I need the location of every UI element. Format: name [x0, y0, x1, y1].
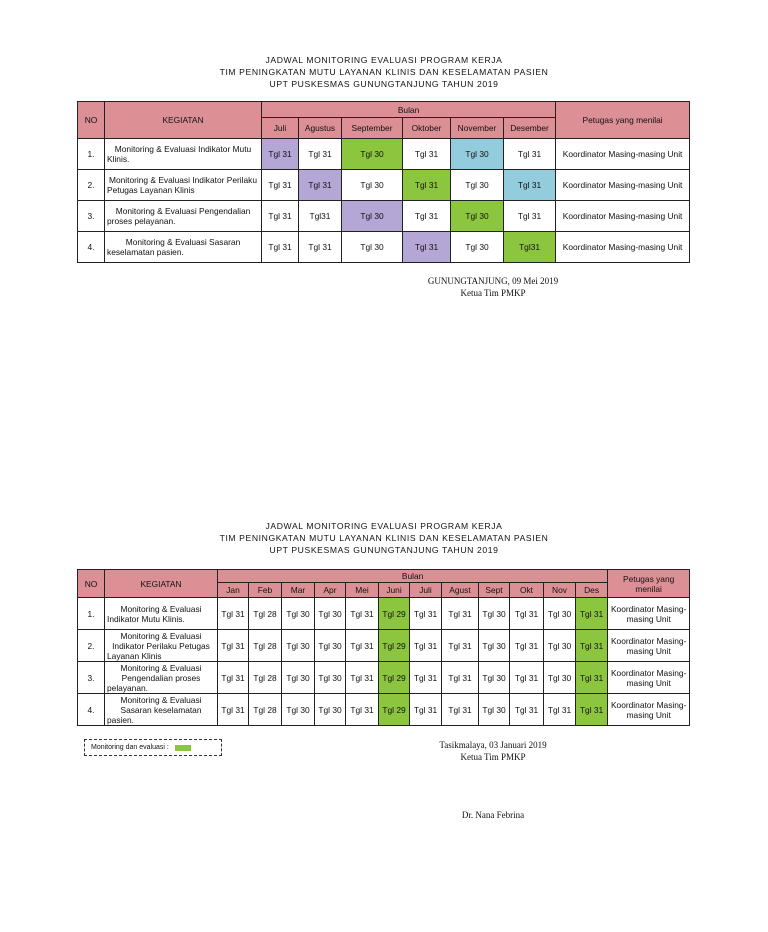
activity-cell: Monitoring & Evaluasi Indikator Mutu Klinis. [105, 139, 262, 170]
schedule-cell: Tgl 30 [282, 630, 315, 662]
schedule-cell: Tgl 28 [249, 598, 282, 630]
schedule-cell: Tgl 30 [315, 598, 346, 630]
month-header: Sept [479, 583, 510, 598]
schedule-cell: Tgl 31 [510, 598, 544, 630]
doc1-schedule-table [77, 101, 690, 263]
doc2-signature-name: Dr. Nana Febrina [461, 810, 525, 820]
header-row [78, 570, 690, 583]
schedule-cell: Tgl 31 [299, 232, 342, 263]
schedule-cell: Tgl 31 [510, 694, 544, 726]
schedule-cell: Tgl 30 [479, 694, 510, 726]
month-header: Agust [442, 583, 479, 598]
schedule-cell: Tgl 31 [218, 662, 249, 694]
table-row [78, 232, 690, 263]
schedule-cell: Tgl 31 [218, 694, 249, 726]
schedule-cell: Tgl 31 [442, 694, 479, 726]
schedule-cell: Tgl 31 [262, 170, 299, 201]
schedule-cell: Tgl 31 [510, 630, 544, 662]
schedule-cell: Tgl 31 [410, 694, 442, 726]
schedule-cell: Tgl 31 [442, 598, 479, 630]
table-row [78, 662, 690, 694]
schedule-cell: Tgl 31 [403, 139, 451, 170]
schedule-cell: Tgl 31 [262, 139, 299, 170]
schedule-cell: Tgl 30 [342, 139, 403, 170]
month-header: Jan [218, 583, 249, 598]
doc1-title-2: TIM PENINGKATAN MUTU LAYANAN KLINIS DAN KESELAMATAN PASIEN [219, 67, 549, 77]
schedule-cell: Tgl 29 [379, 598, 410, 630]
table-row [78, 630, 690, 662]
schedule-cell: Tgl 31 [299, 139, 342, 170]
doc2-schedule-table [77, 569, 690, 726]
row-number: 1. [78, 598, 105, 630]
activity-cell: Monitoring & Evaluasi Pengendalian proses pelayanan. [105, 662, 218, 694]
legend-green-swatch [175, 745, 191, 751]
schedule-cell: Tgl 31 [262, 201, 299, 232]
schedule-cell: Tgl 31 [510, 662, 544, 694]
schedule-cell: Tgl 31 [544, 694, 576, 726]
header-bulan: Bulan [262, 102, 556, 118]
assessor-cell: Koordinator Masing-masing Unit [608, 694, 690, 726]
schedule-cell: Tgl 31 [346, 694, 379, 726]
schedule-cell: Tgl 31 [576, 598, 608, 630]
assessor-cell: Koordinator Masing-masing Unit [608, 598, 690, 630]
activity-cell: Monitoring & Evaluasi Indikator Mutu Klinis. [105, 598, 218, 630]
table-row [78, 139, 690, 170]
schedule-cell: Tgl 30 [544, 630, 576, 662]
header-petugas: Petugas yang menilai [608, 570, 690, 598]
assessor-cell: Koordinator Masing-masing Unit [556, 139, 690, 170]
schedule-cell: Tgl 31 [504, 139, 556, 170]
schedule-cell: Tgl 31 [346, 662, 379, 694]
schedule-cell: Tgl 31 [442, 662, 479, 694]
table-row [78, 170, 690, 201]
schedule-cell: Tgl 30 [451, 201, 504, 232]
schedule-cell: Tgl 30 [342, 201, 403, 232]
schedule-cell: Tgl 31 [218, 598, 249, 630]
month-header: Okt [510, 583, 544, 598]
activity-cell: Monitoring & Evaluasi Indikator Perilaku Petugas Layanan Klinis [105, 630, 218, 662]
header-kegiatan: KEGIATAN [105, 570, 218, 598]
doc1-signature-place-date: GUNUNGTANJUNG, 09 Mei 2019 [427, 276, 559, 286]
row-number: 2. [78, 170, 105, 201]
schedule-cell: Tgl 29 [379, 662, 410, 694]
assessor-cell: Koordinator Masing-masing Unit [556, 170, 690, 201]
month-header: September [342, 118, 403, 139]
schedule-cell: Tgl 31 [410, 630, 442, 662]
month-header: Juli [410, 583, 442, 598]
row-number: 3. [78, 201, 105, 232]
month-header: Mei [346, 583, 379, 598]
schedule-cell: Tgl 31 [504, 201, 556, 232]
schedule-cell: Tgl 31 [504, 170, 556, 201]
schedule-cell: Tgl 31 [576, 694, 608, 726]
schedule-cell: Tgl 30 [544, 662, 576, 694]
month-header: Nov [544, 583, 576, 598]
schedule-cell: Tgl 30 [282, 662, 315, 694]
activity-cell: Monitoring & Evaluasi Sasaran keselamatan pasien. [105, 232, 262, 263]
assessor-cell: Koordinator Masing-masing Unit [608, 630, 690, 662]
schedule-cell: Tgl 31 [576, 662, 608, 694]
schedule-cell: Tgl 30 [315, 630, 346, 662]
header-kegiatan: KEGIATAN [105, 102, 262, 139]
schedule-cell: Tgl 31 [218, 630, 249, 662]
month-header: Juni [379, 583, 410, 598]
schedule-cell: Tgl 30 [479, 598, 510, 630]
month-header: Des [576, 583, 608, 598]
schedule-cell: Tgl 31 [346, 630, 379, 662]
row-number: 4. [78, 232, 105, 263]
assessor-cell: Koordinator Masing-masing Unit [608, 662, 690, 694]
schedule-cell: Tgl 30 [479, 630, 510, 662]
doc1-title-3: UPT PUSKESMAS GUNUNGTANJUNG TAHUN 2019 [269, 79, 499, 89]
month-header: Oktober [403, 118, 451, 139]
schedule-cell: Tgl 30 [315, 662, 346, 694]
schedule-cell: Tgl 31 [410, 598, 442, 630]
header-row [78, 102, 690, 118]
schedule-cell: Tgl 31 [262, 232, 299, 263]
schedule-cell: Tgl 30 [282, 694, 315, 726]
row-number: 4. [78, 694, 105, 726]
schedule-cell: Tgl 30 [451, 170, 504, 201]
schedule-cell: Tgl 28 [249, 694, 282, 726]
schedule-cell: Tgl 28 [249, 630, 282, 662]
doc2-title-3: UPT PUSKESMAS GUNUNGTANJUNG TAHUN 2019 [269, 545, 499, 555]
table-row [78, 598, 690, 630]
doc2-signature-role: Ketua Tim PMKP [460, 752, 526, 762]
schedule-cell: Tgl31 [299, 201, 342, 232]
assessor-cell: Koordinator Masing-masing Unit [556, 232, 690, 263]
month-header: Desember [504, 118, 556, 139]
schedule-cell: Tgl 30 [451, 232, 504, 263]
schedule-cell: Tgl 31 [403, 170, 451, 201]
schedule-cell: Tgl 29 [379, 694, 410, 726]
schedule-cell: Tgl 29 [379, 630, 410, 662]
schedule-cell: Tgl 31 [346, 598, 379, 630]
month-header: November [451, 118, 504, 139]
assessor-cell: Koordinator Masing-masing Unit [556, 201, 690, 232]
header-petugas: Petugas yang menilai [556, 102, 690, 139]
doc2-title-2: TIM PENINGKATAN MUTU LAYANAN KLINIS DAN KESELAMATAN PASIEN [219, 533, 549, 543]
schedule-cell: Tgl 30 [342, 232, 403, 263]
activity-cell: Monitoring & Evaluasi Indikator Perilaku Petugas Layanan Klinis [105, 170, 262, 201]
month-header: Feb [249, 583, 282, 598]
schedule-cell: Tgl 28 [249, 662, 282, 694]
doc2-signature-place-date: Tasikmalaya, 03 Januari 2019 [439, 740, 547, 750]
schedule-cell: Tgl 31 [403, 232, 451, 263]
header-no: NO [78, 102, 105, 139]
schedule-cell: Tgl 30 [479, 662, 510, 694]
activity-cell: Monitoring & Evaluasi Sasaran keselamatan pasien. [105, 694, 218, 726]
row-number: 1. [78, 139, 105, 170]
schedule-cell: Tgl 31 [576, 630, 608, 662]
row-number: 2. [78, 630, 105, 662]
schedule-cell: Tgl31 [504, 232, 556, 263]
legend-label: Monitoring dan evaluasi : [91, 744, 169, 751]
doc1-signature-role: Ketua Tim PMKP [460, 288, 526, 298]
schedule-cell: Tgl 31 [442, 630, 479, 662]
schedule-cell: Tgl 30 [315, 694, 346, 726]
table-row [78, 694, 690, 726]
legend-box [84, 739, 222, 756]
month-header: Juli [262, 118, 299, 139]
month-header: Mar [282, 583, 315, 598]
month-header: Apr [315, 583, 346, 598]
month-header: Agustus [299, 118, 342, 139]
schedule-cell: Tgl 31 [299, 170, 342, 201]
row-number: 3. [78, 662, 105, 694]
activity-cell: Monitoring & Evaluasi Pengendalian proses pelayanan. [105, 201, 262, 232]
doc2-title-1: JADWAL MONITORING EVALUASI PROGRAM KERJA [265, 521, 503, 531]
schedule-cell: Tgl 30 [342, 170, 403, 201]
schedule-cell: Tgl 30 [451, 139, 504, 170]
header-bulan: Bulan [218, 570, 608, 583]
schedule-cell: Tgl 30 [282, 598, 315, 630]
table-row [78, 201, 690, 232]
schedule-cell: Tgl 31 [410, 662, 442, 694]
header-no: NO [78, 570, 105, 598]
schedule-cell: Tgl 31 [403, 201, 451, 232]
doc1-title-1: JADWAL MONITORING EVALUASI PROGRAM KERJA [265, 55, 503, 65]
schedule-cell: Tgl 30 [544, 598, 576, 630]
